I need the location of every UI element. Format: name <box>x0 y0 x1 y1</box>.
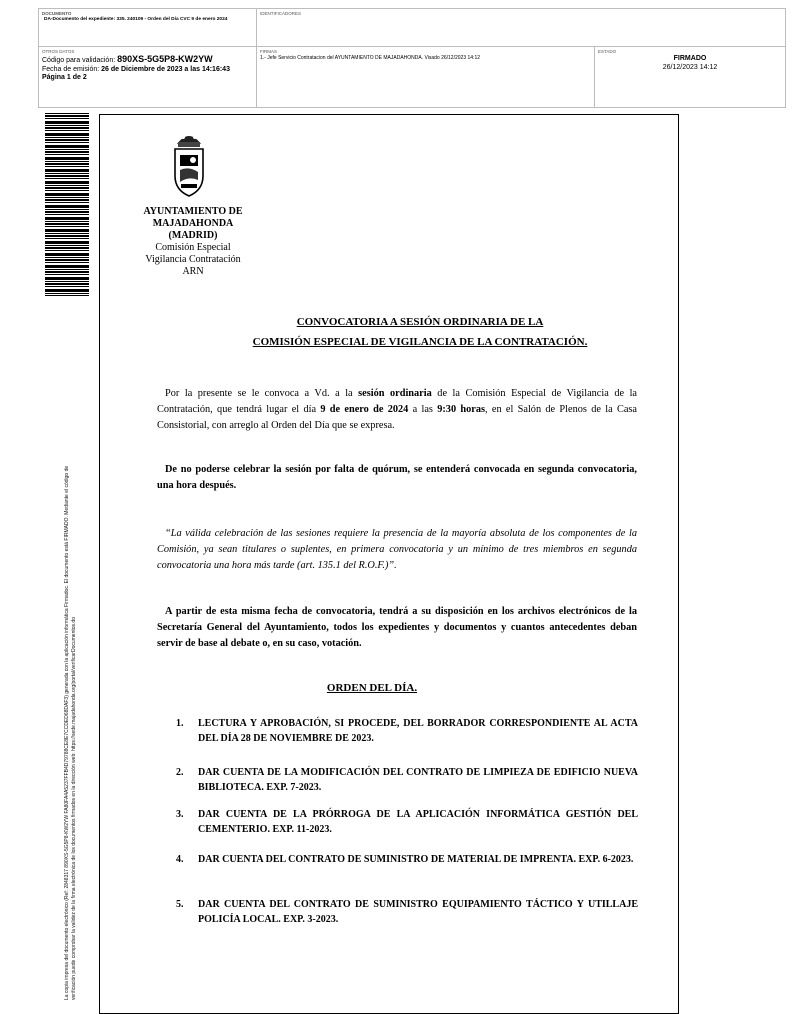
document-title-line-2: COMISIÓN ESPECIAL DE VIGILANCIA DE LA CONTRATACIÓN. <box>252 336 588 348</box>
documento-cell <box>39 9 257 46</box>
paragraph-rof-quote: “La válida celebración de las sesiones requiere la presencia de la mayoría absoluta de los componentes de la Comisión, ya sean titulares o suplentes, en primera convocatoria y un mínimo de tres miembros en segunda convocatoria una hora más tarde (art. 135.1 del R.O.F.)”. <box>157 528 637 571</box>
ayto-line-4: Comisión Especial <box>155 242 231 253</box>
fecha-emision-value: 26 de Diciembre de 2023 a las 14:16:43 <box>101 65 230 73</box>
otros-datos-label: OTROS DATOS <box>42 49 75 54</box>
agenda-item-number: 5. <box>176 899 184 910</box>
p1-date: 9 de enero de 2024 <box>320 404 409 415</box>
ayuntamiento-block <box>138 206 248 278</box>
agenda-item-text: DAR CUENTA DE LA PRÓRROGA DE LA APLICACIÓN INFORMÁTICA GESTIÓN DEL CEMENTERIO. EXP. 11-2023. <box>198 809 638 835</box>
otros-datos-cell <box>39 47 257 107</box>
firmas-label: FIRMAS <box>260 49 278 54</box>
agenda-item-text: DAR CUENTA DE LA MODIFICACIÓN DEL CONTRATO DE LIMPIEZA DE EDIFICIO NUEVA BIBLIOTECA. EXP. 7-2023. <box>198 767 638 793</box>
estado-date: 26/12/2023 14:12 <box>662 63 718 71</box>
fecha-emision-label: Fecha de emisión: <box>42 65 100 73</box>
agenda-item-number: 3. <box>176 809 184 820</box>
agenda-item-text: DAR CUENTA DEL CONTRATO DE SUMINISTRO DE MATERIAL DE IMPRENTA. EXP. 6-2023. <box>198 854 634 865</box>
ayto-line-5: Vigilancia Contratación <box>145 254 241 265</box>
estado-cell <box>595 47 785 107</box>
p1-text-a: Por la presente se le convoca a Vd. a la <box>165 388 359 399</box>
agenda-item-text: LECTURA Y APROBACIÓN, SI PROCEDE, DEL BORRADOR CORRESPONDIENTE AL ACTA DEL DÍA 28 DE NOVIEMBRE DE 2023. <box>198 718 638 744</box>
agenda-item <box>176 765 638 795</box>
firmas-cell <box>257 47 595 107</box>
side-text-line-2: verificación puede comprobar la validez de la firma electrónica de los documentos firmados en la dirección web: https://sede.majadahonda.org/portal/verificarDocumentos.do <box>71 617 77 1000</box>
estado-value: FIRMADO <box>673 55 707 62</box>
paragraph-quorum: De no poderse celebrar la sesión por falta de quórum, se entenderá convocada en segunda convocatoria, una hora después. <box>157 464 637 491</box>
p1-text-e: a las <box>408 404 438 415</box>
agenda-item-number: 1. <box>176 718 184 729</box>
agenda-item <box>176 852 638 867</box>
agenda-item <box>176 897 638 927</box>
paragraph-expedientes: A partir de esta misma fecha de convocatoria, tendrá a su disposición en los archivos electrónicos de la Secretaría General del Ayuntamiento, todos los expedientes y documentos y cuantos antecedentes deban servir de base al debate o, en su caso, votación. <box>157 606 637 649</box>
estado-label: ESTADO <box>598 49 617 54</box>
codigo-validacion-label: Código para validación: <box>42 57 116 64</box>
documento-label: DOCUMENTO <box>42 11 72 16</box>
document-metadata-header <box>38 8 786 108</box>
identificadores-cell <box>257 9 785 46</box>
agenda-item <box>176 716 638 746</box>
coat-of-arms-icon <box>167 128 211 198</box>
ayto-line-1: AYUNTAMIENTO DE <box>143 206 243 217</box>
codigo-validacion-line <box>42 55 253 66</box>
documento-value: DA-Documento del expediente: 335. 240109 - Orden del Día CVC 9 de enero 2024 <box>44 17 228 22</box>
validation-barcode <box>45 113 89 296</box>
agenda-item-number: 4. <box>176 854 184 865</box>
p1-text-c: de la Comisión Especial de Vigilancia de la Contratación, que tendrá lugar el día <box>157 388 638 415</box>
agenda-item-number: 2. <box>176 767 184 778</box>
document-title-line-1: CONVOCATORIA A SESIÓN ORDINARIA DE LA <box>296 316 544 328</box>
agenda-item <box>176 807 638 837</box>
ayto-line-2: MAJADAHONDA <box>152 218 234 229</box>
codigo-validacion-value: 890XS-5G5P8-KW2YW <box>117 54 213 64</box>
paragraph-convocatoria <box>157 386 637 434</box>
agenda-item-text: DAR CUENTA DEL CONTRATO DE SUMINISTRO EQUIPAMIENTO TÁCTICO Y UTILLAJE POLICÍA LOCAL. EXP. 3-2023. <box>198 899 638 925</box>
ayto-line-6: ARN <box>182 266 204 277</box>
p1-time: 9:30 horas <box>437 404 486 415</box>
pagina-indicator: Página 1 de 2 <box>42 74 87 81</box>
identificadores-label: IDENTIFICADORES <box>260 11 302 16</box>
firmas-value: 1.- Jefe Servicio Contratacion del AYUNTAMIENTO DE MAJADAHONDA. Visado 26/12/2023 14:12 <box>260 55 481 61</box>
p1-sesion-ordinaria: sesión ordinaria <box>358 388 432 399</box>
side-verification-text <box>64 320 78 1000</box>
fecha-emision-line <box>42 66 253 75</box>
side-text-line-1: La copia impresa del documento electrónico (Ref: 2848317 890XS-5G5P8-KW2YW FA80FA4A5237FFB4D79788CE8E7CCDED68DAF3) generada con la aplicación informática Firmadoc. El documento está FIRMADO. Mediante el código de <box>64 465 70 1000</box>
ayto-line-3: (MADRID) <box>168 230 218 241</box>
orden-del-dia-title: ORDEN DEL DÍA. <box>326 682 418 694</box>
p1-text-g: , en el Salón de Plenos de la Casa Consistorial, con arreglo al Orden del Día que se expresa. <box>157 404 637 431</box>
